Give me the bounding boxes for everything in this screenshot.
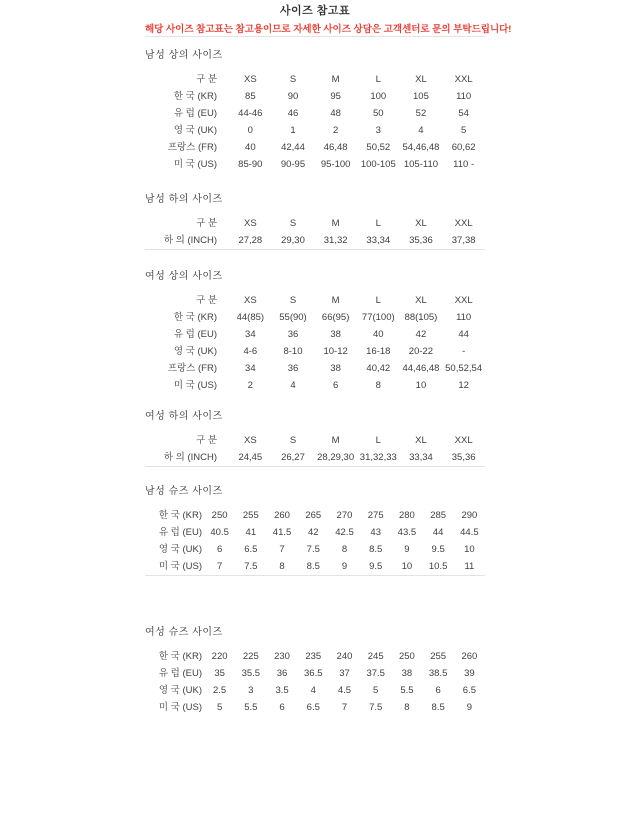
size-value: 35,36 xyxy=(451,452,476,463)
column-header: XXL xyxy=(454,295,473,306)
row-label: 영 국 (UK) xyxy=(173,125,217,136)
table-row xyxy=(145,377,485,394)
size-value: 10.5 xyxy=(428,561,448,572)
table-row xyxy=(145,139,485,156)
size-value: 11 xyxy=(464,561,475,572)
size-value: 85 xyxy=(245,91,256,102)
size-value: 4.5 xyxy=(337,685,352,696)
size-value: 3 xyxy=(248,685,254,696)
size-value: 36 xyxy=(287,329,299,340)
size-value: 95-100 xyxy=(320,159,351,170)
header-row xyxy=(145,71,485,88)
size-value: 44 xyxy=(432,527,444,538)
size-value: 8 xyxy=(375,380,381,391)
column-header: L xyxy=(375,435,381,446)
size-value: 38 xyxy=(330,363,341,374)
size-value: 8.5 xyxy=(369,544,383,555)
row-label: 하 의 (INCH) xyxy=(163,235,217,246)
size-value: 270 xyxy=(336,510,353,521)
size-value: 7 xyxy=(341,702,348,713)
size-value: 7 xyxy=(216,561,223,572)
size-value: 50,52,54 xyxy=(445,363,483,374)
column-header: L xyxy=(375,218,381,229)
size-value: 35,36 xyxy=(409,235,433,246)
column-header: S xyxy=(289,74,297,85)
size-value: 44.5 xyxy=(460,527,479,538)
row-label: 구 분 xyxy=(196,435,217,446)
size-value: 52 xyxy=(415,108,427,119)
column-header: XXL xyxy=(454,218,473,229)
size-value: 90-95 xyxy=(280,159,306,170)
size-value: 110 xyxy=(456,91,472,102)
size-value: 42.5 xyxy=(335,527,354,538)
column-header: XL xyxy=(415,295,427,306)
size-value: 27,28 xyxy=(238,235,263,246)
size-value: 31,32,33 xyxy=(359,452,397,463)
size-value: 245 xyxy=(367,651,384,662)
size-value: 230 xyxy=(274,651,290,662)
section-divider xyxy=(145,249,485,250)
size-value: 90 xyxy=(287,91,299,102)
column-header: XL xyxy=(415,435,427,446)
table-row xyxy=(145,665,485,682)
table-row xyxy=(145,648,485,665)
size-value: 35.5 xyxy=(241,668,261,679)
table-row xyxy=(145,541,485,558)
size-value: 40 xyxy=(245,142,256,153)
table-row xyxy=(145,122,485,139)
size-value: 54 xyxy=(458,108,469,119)
table-row xyxy=(145,360,485,377)
section-divider xyxy=(145,575,485,576)
size-value: 26,27 xyxy=(281,452,305,463)
row-label: 구 분 xyxy=(196,218,217,229)
table-row xyxy=(145,524,485,541)
header-row xyxy=(145,292,485,309)
table-row xyxy=(145,682,485,699)
column-header: L xyxy=(375,74,381,85)
size-value: 4 xyxy=(310,685,316,696)
size-value: 9 xyxy=(341,561,348,572)
table-row xyxy=(145,699,485,716)
section-title-mens-shoes: 남성 슈즈 사이즈 xyxy=(145,486,223,497)
size-value: 7.5 xyxy=(244,561,258,572)
size-value: 46 xyxy=(287,108,299,119)
column-header: S xyxy=(289,435,297,446)
size-value: 225 xyxy=(242,651,259,662)
size-value: 60,62 xyxy=(451,142,476,153)
size-value: 88(105) xyxy=(404,312,438,323)
size-value: 31,32 xyxy=(323,235,348,246)
size-value: 6.5 xyxy=(306,702,320,713)
size-value: 42,44 xyxy=(281,142,305,153)
column-header: XL xyxy=(415,74,427,85)
table-row xyxy=(145,326,485,343)
section-womens-tops xyxy=(145,270,485,394)
size-value: 40.5 xyxy=(210,527,229,538)
section-mens-tops xyxy=(145,49,485,173)
size-value: 4 xyxy=(290,380,296,391)
header-row xyxy=(145,215,485,232)
size-value: 6.5 xyxy=(462,685,476,696)
row-label: 미 국 (US) xyxy=(173,159,217,170)
size-value: 36 xyxy=(287,363,299,374)
size-value: 5.5 xyxy=(400,685,414,696)
size-value: 43 xyxy=(370,527,381,538)
size-value: 7.5 xyxy=(369,702,383,713)
size-value: 38 xyxy=(401,668,413,679)
size-value: 10 xyxy=(401,561,413,572)
section-womens-bottoms xyxy=(145,410,485,466)
size-value: 85-90 xyxy=(238,159,263,170)
size-value: 4-6 xyxy=(243,346,258,357)
mens-tops-table xyxy=(145,71,485,173)
size-value: 10-12 xyxy=(323,346,348,357)
size-value: 255 xyxy=(430,651,447,662)
table-row xyxy=(145,449,485,466)
size-value: 110 - xyxy=(453,159,475,170)
size-value: 8 xyxy=(279,561,285,572)
size-value: 50 xyxy=(373,108,384,119)
size-value: 0 xyxy=(247,125,253,136)
womens-bottoms-table xyxy=(145,432,485,466)
size-value: 255 xyxy=(242,510,259,521)
row-label: 유 럽 (EU) xyxy=(173,108,217,119)
row-label: 영 국 (UK) xyxy=(158,544,202,555)
size-value: 33,34 xyxy=(409,452,433,463)
size-value: 250 xyxy=(398,651,415,662)
size-value: 240 xyxy=(336,651,353,662)
size-value: 260 xyxy=(461,651,478,662)
section-title-womens-tops: 여성 상의 사이즈 xyxy=(145,271,223,282)
section-womens-shoes xyxy=(145,626,485,716)
column-header: XS xyxy=(243,295,257,306)
table-row xyxy=(145,88,485,105)
size-value: 105 xyxy=(413,91,429,102)
size-value: 66(95) xyxy=(321,312,350,323)
size-value: 37.5 xyxy=(366,668,385,679)
size-value: 6 xyxy=(332,380,339,391)
section-divider xyxy=(145,36,485,37)
size-value: 5.5 xyxy=(244,702,258,713)
size-value: 8 xyxy=(341,544,348,555)
size-value: 8.5 xyxy=(306,561,320,572)
size-value: 24,45 xyxy=(238,452,263,463)
size-value: 44,46,48 xyxy=(402,363,440,374)
size-value: 33,34 xyxy=(366,235,391,246)
column-header: XS xyxy=(243,435,257,446)
womens-shoes-table xyxy=(145,648,485,716)
column-header: M xyxy=(331,74,340,85)
table-row xyxy=(145,309,485,326)
row-label: 미 국 (US) xyxy=(158,702,202,713)
size-value: 28,29,30 xyxy=(317,452,355,463)
row-label: 영 국 (UK) xyxy=(158,685,202,696)
size-value: 35 xyxy=(214,668,225,679)
size-value: 36 xyxy=(276,668,288,679)
size-value: 37 xyxy=(339,668,350,679)
size-value: 50,52 xyxy=(366,142,391,153)
size-value: 77(100) xyxy=(361,312,395,323)
size-value: 39 xyxy=(464,668,475,679)
size-value: 8.5 xyxy=(431,702,445,713)
size-value: 2 xyxy=(332,125,339,136)
table-row xyxy=(145,156,485,173)
size-value: 5 xyxy=(373,685,379,696)
section-title-mens-tops: 남성 상의 사이즈 xyxy=(145,50,223,61)
size-value: 20-22 xyxy=(408,346,434,357)
size-value: 41.5 xyxy=(272,527,292,538)
section-title-mens-bottoms: 남성 하의 사이즈 xyxy=(145,194,223,205)
size-value: 10 xyxy=(415,380,427,391)
size-value: 5 xyxy=(216,702,223,713)
row-label: 한 국 (KR) xyxy=(173,91,217,102)
size-value: 42 xyxy=(307,527,319,538)
size-value: 275 xyxy=(367,510,384,521)
size-value: 290 xyxy=(461,510,478,521)
size-value: 34 xyxy=(245,363,256,374)
size-notice: 해당 사이즈 참고표는 참고용이므로 자세한 사이즈 상담은 고객센터로 문의 부탁드립니다! xyxy=(145,24,512,35)
size-value: 48 xyxy=(330,108,341,119)
size-value: 43.5 xyxy=(397,527,417,538)
size-value: 280 xyxy=(398,510,415,521)
column-header: XS xyxy=(243,218,257,229)
column-header: S xyxy=(289,218,297,229)
column-header: M xyxy=(331,295,340,306)
size-value: 265 xyxy=(305,510,322,521)
table-row xyxy=(145,507,485,524)
column-header: XL xyxy=(415,218,427,229)
size-value: 220 xyxy=(211,651,228,662)
column-header: L xyxy=(375,295,381,306)
size-value: 2 xyxy=(247,380,253,391)
size-value: 6 xyxy=(216,544,223,555)
size-value: 7 xyxy=(279,544,285,555)
mens-bottoms-table xyxy=(145,215,485,249)
column-header: M xyxy=(331,218,340,229)
size-value: 16-18 xyxy=(366,346,391,357)
size-value: 1 xyxy=(290,125,296,136)
column-header: S xyxy=(289,295,297,306)
mens-shoes-table xyxy=(145,507,485,575)
size-value: 12 xyxy=(458,380,469,391)
size-value: 250 xyxy=(211,510,228,521)
header-row xyxy=(145,432,485,449)
section-title-womens-shoes: 여성 슈즈 사이즈 xyxy=(145,627,223,638)
page-title: 사이즈 참고표 xyxy=(279,5,351,17)
row-label: 영 국 (UK) xyxy=(173,346,217,357)
column-header: XS xyxy=(243,74,257,85)
row-label: 유 럽 (EU) xyxy=(158,668,202,679)
size-value: 8-10 xyxy=(283,346,303,357)
row-label: 유 럽 (EU) xyxy=(173,329,217,340)
size-value: 6.5 xyxy=(244,544,258,555)
size-value: 95 xyxy=(330,91,341,102)
size-value: 41 xyxy=(245,527,257,538)
size-value: 38 xyxy=(330,329,341,340)
size-value: 2.5 xyxy=(213,685,227,696)
size-value: 9.5 xyxy=(431,544,445,555)
size-value: 3.5 xyxy=(275,685,289,696)
row-label: 하 의 (INCH) xyxy=(163,452,217,463)
size-value: 44(85) xyxy=(236,312,265,323)
column-header: XXL xyxy=(454,435,473,446)
size-value: 3 xyxy=(375,125,381,136)
row-label: 프랑스 (FR) xyxy=(167,142,217,153)
row-label: 한 국 (KR) xyxy=(158,510,202,521)
size-value: 5 xyxy=(460,125,467,136)
section-mens-bottoms xyxy=(145,193,485,249)
size-value: 8 xyxy=(404,702,410,713)
column-header: M xyxy=(331,435,340,446)
size-value: 10 xyxy=(464,544,475,555)
size-value: 100-105 xyxy=(360,159,396,170)
row-label: 구 분 xyxy=(196,74,217,85)
size-guide-content xyxy=(145,0,512,716)
row-label: 한 국 (KR) xyxy=(173,312,217,323)
table-row xyxy=(145,232,485,249)
row-label: 프랑스 (FR) xyxy=(167,363,217,374)
size-value: 37,38 xyxy=(451,235,476,246)
size-value: 38.5 xyxy=(428,668,448,679)
column-header: XXL xyxy=(454,74,473,85)
table-row xyxy=(145,343,485,360)
size-value: 9.5 xyxy=(369,561,383,572)
womens-tops-table xyxy=(145,292,485,394)
size-value: 40,42 xyxy=(366,363,391,374)
size-value: 9 xyxy=(404,544,410,555)
section-divider xyxy=(145,466,485,467)
size-value: 36.5 xyxy=(304,668,323,679)
size-value: 235 xyxy=(305,651,322,662)
size-value: 55(90) xyxy=(279,312,307,323)
size-value: 285 xyxy=(430,510,447,521)
size-value: 34 xyxy=(245,329,256,340)
size-value: - xyxy=(462,346,466,357)
section-title-womens-bottoms: 여성 하의 사이즈 xyxy=(145,411,223,422)
size-value: 260 xyxy=(274,510,290,521)
size-value: 46,48 xyxy=(323,142,348,153)
size-value: 6 xyxy=(279,702,285,713)
size-value: 42 xyxy=(415,329,427,340)
row-label: 유 럽 (EU) xyxy=(158,527,202,538)
size-value: 44-46 xyxy=(238,108,263,119)
size-value: 29,30 xyxy=(281,235,305,246)
table-row xyxy=(145,558,485,575)
size-value: 105-110 xyxy=(403,159,439,170)
row-label: 한 국 (KR) xyxy=(158,651,202,662)
row-label: 미 국 (US) xyxy=(173,380,217,391)
section-mens-shoes xyxy=(145,485,485,575)
size-value: 100 xyxy=(370,91,387,102)
size-value: 110 xyxy=(456,312,472,323)
table-row xyxy=(145,105,485,122)
size-value: 7.5 xyxy=(306,544,320,555)
size-value: 4 xyxy=(418,125,424,136)
size-value: 40 xyxy=(373,329,384,340)
size-value: 9 xyxy=(466,702,473,713)
row-label: 구 분 xyxy=(196,295,217,306)
size-value: 54,46,48 xyxy=(402,142,440,153)
row-label: 미 국 (US) xyxy=(158,561,202,572)
size-value: 6 xyxy=(435,685,441,696)
size-value: 44 xyxy=(458,329,469,340)
